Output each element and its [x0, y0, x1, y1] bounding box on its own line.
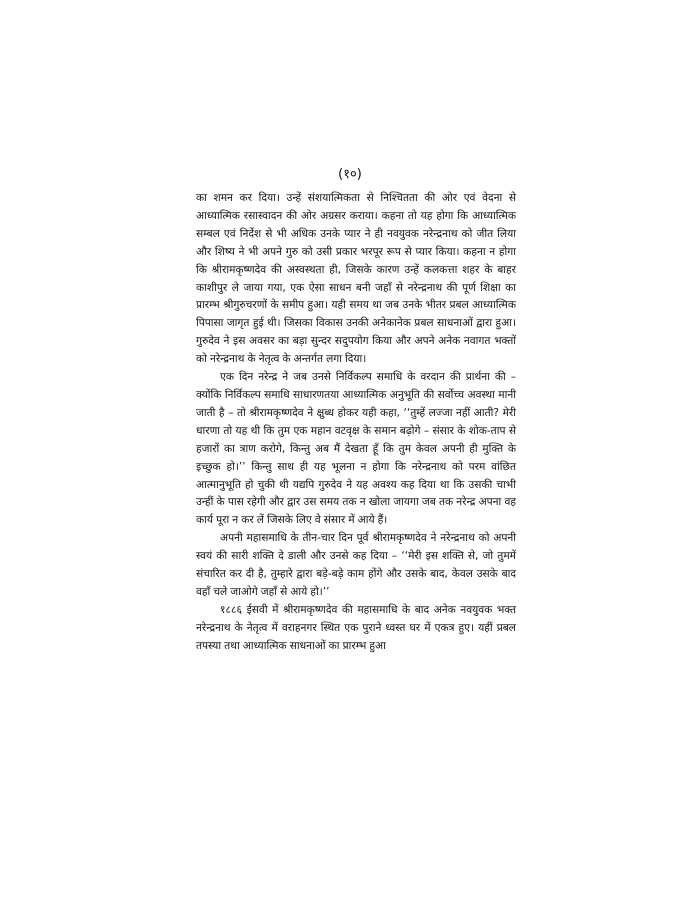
- paragraph-transfer-of-power: अपनी महासमाधि के तीन-चार दिन पूर्व श्रीरामकृष्णदेव ने नरेन्द्रनाथ को अपनी स्वयं की सारी शक्ति दे डाली और उनसे कह दिया – ‘‘मेरी इस शक्ति से, जो तुममें संचारित कर दी है, तुम्हारे द्वारा बड़े-बड़े काम होंगे और उसके बाद, केवल उसके बाद वहाँ चले जाओगे जहाँ से आये हो।’’: [196, 532, 516, 598]
- paragraph-continuation: का शमन कर दिया। उन्हें संशयात्मिकता से निश्चितता की ओर एवं वेदना से आध्यात्मिक रसास्वादन की ओर अग्रसर कराया। कहना तो यह होगा कि आध्यात्मिक सम्बल एवं निर्देश से भी अधिक उनके प्यार ने ही नवयुवक नरेन्द्रनाथ को जीत लिया और शिष्य ने भी अपने गुरु को उसी प्रकार भरपूर रूप से प्यार किया। कहना न होगा कि श्रीरामकृष्णदेव की अस्वस्थता ही, जिसके कारण उन्हें कलकत्ता शहर के बाहर काशीपुर ले जाया गया, एक ऐसा साधन बनी जहाँ से नरेन्द्रनाथ की पूर्ण शिक्षा का प्रारम्भ श्रीगुरुचरणों के समीप हुआ। यही समय था जब उनके भीतर प्रबल आध्यात्मिक पिपासा जागृत हुई थी। जिसका विकास उनकी अनेकानेक प्रबल साधनाओं द्वारा हुआ। गुरुदेव ने इस अवसर का बड़ा सुन्दर सदुपयोग किया और अपने अनेक नवागत भक्तों को नरेन्द्रनाथ के नेतृत्व के अन्तर्गत लगा दिया।: [196, 192, 516, 366]
- body-text: [196, 190, 516, 656]
- page-number: (१०): [338, 167, 362, 182]
- paragraph-nirvikalpa-samadhi: एक दिन नरेन्द्र ने जब उनसे निर्विकल्प समाधि के वरदान की प्रार्थना की – क्योंकि निर्विकल्प समाधि साधारणतया आध्यात्मिक अनुभूति की सर्वोच्च अवस्था मानी जाती है – तो श्रीरामकृष्णदेव ने क्षुब्ध होकर यही कहा, ‘‘तुम्हें लज्जा नहीं आती? मेरी धारणा तो यह थी कि तुम एक महान वटवृक्ष के समान बढ़ोगे – संसार के शोक-ताप से हजारों का त्राण करोगे, किन्तु अब मैं देखता हूँ कि तुम केवल अपनी ही मुक्ति के इच्छुक हो।’’ किन्तु साथ ही यह भूलना न होगा कि नरेन्द्रनाथ को परम वांछित आत्मानुभूति हो चुकी थी यद्यपि गुरुदेव ने यह अवश्य कह दिया था कि उसकी चाभी उन्हीं के पास रहेगी और द्वार उस समय तक न खोला जायगा जब तक नरेन्द्र अपना वह कार्य पूरा न कर लें जिसके लिए वे संसार में आये हैं।: [196, 371, 516, 527]
- paragraph-baranagar-math: १८८६ ईसवी में श्रीरामकृष्णदेव की महासमाधि के बाद अनेक नवयुवक भक्त नरेन्द्रनाथ के नेतृत्व में वराहनगर स्थित एक पुराने ध्वस्त घर में एकत्र हुए। यहीं प्रबल तपस्या तथा आध्यात्मिक साधनाओं का प्रारम्भ हुआ: [196, 603, 516, 652]
